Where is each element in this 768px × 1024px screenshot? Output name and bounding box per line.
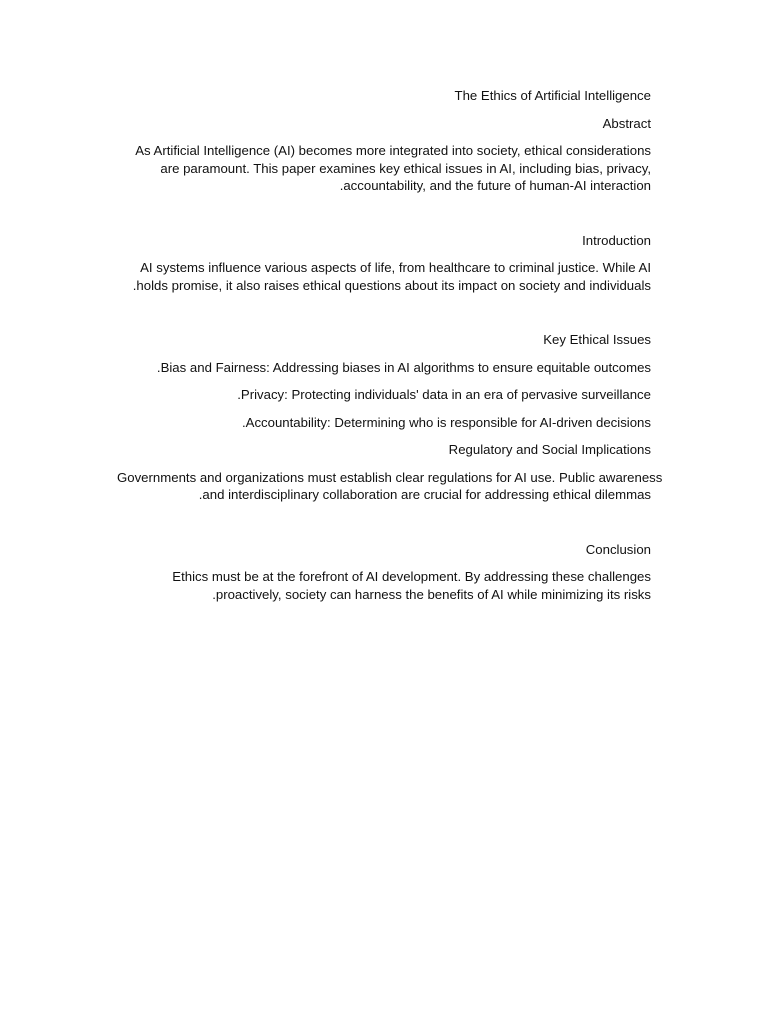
regulatory-paragraph xyxy=(117,469,663,504)
document-body xyxy=(117,87,663,603)
introduction-heading xyxy=(117,232,651,250)
issue-privacy-text: .Privacy: Protecting individuals' data in an era of pervasive surveillance xyxy=(237,387,651,402)
regulatory-line: .and interdisciplinary collaboration are crucial for addressing ethical dilemmas xyxy=(198,487,651,502)
issue-privacy xyxy=(117,386,651,404)
abstract-heading xyxy=(117,115,651,133)
abstract-paragraph xyxy=(117,142,651,195)
issue-accountability xyxy=(117,414,651,432)
conclusion-paragraph xyxy=(117,568,651,603)
issue-bias-text: .Bias and Fairness: Addressing biases in AI algorithms to ensure equitable outcomes xyxy=(156,359,651,375)
conclusion-line: .proactively, society can harness the benefits of AI while minimizing its risks xyxy=(212,586,651,602)
issue-accountability-text: .Accountability: Determining who is responsible for AI-driven decisions xyxy=(241,414,651,430)
introduction-heading-text: Introduction xyxy=(582,232,651,248)
conclusion-heading-text: Conclusion xyxy=(585,541,651,557)
conclusion-line: Ethics must be at the forefront of AI development. By addressing these challenges xyxy=(172,569,651,584)
abstract-line: As Artificial Intelligence (AI) becomes more integrated into society, ethical considerations xyxy=(135,143,651,158)
conclusion-heading xyxy=(117,541,651,559)
abstract-heading-text: Abstract xyxy=(602,115,651,131)
introduction-line: AI systems influence various aspects of life, from healthcare to criminal justice. While AI xyxy=(140,260,651,275)
regulatory-heading-text: Regulatory and Social Implications xyxy=(448,442,651,457)
issue-bias xyxy=(117,359,651,377)
title-line: The Ethics of Artificial Intelligence xyxy=(454,88,651,103)
document-title xyxy=(117,87,651,105)
key-issues-heading xyxy=(117,331,651,349)
introduction-line: .holds promise, it also raises ethical questions about its impact on society and individuals xyxy=(132,277,651,293)
key-issues-heading-text: Key Ethical Issues xyxy=(543,332,651,347)
regulatory-heading xyxy=(117,441,651,459)
abstract-line: .accountability, and the future of human-AI interaction xyxy=(339,178,651,193)
introduction-paragraph xyxy=(117,259,651,294)
regulatory-line: Governments and organizations must establish clear regulations for AI use. Public awareness xyxy=(117,469,663,485)
abstract-line: are paramount. This paper examines key ethical issues in AI, including bias, privacy, xyxy=(160,160,651,176)
